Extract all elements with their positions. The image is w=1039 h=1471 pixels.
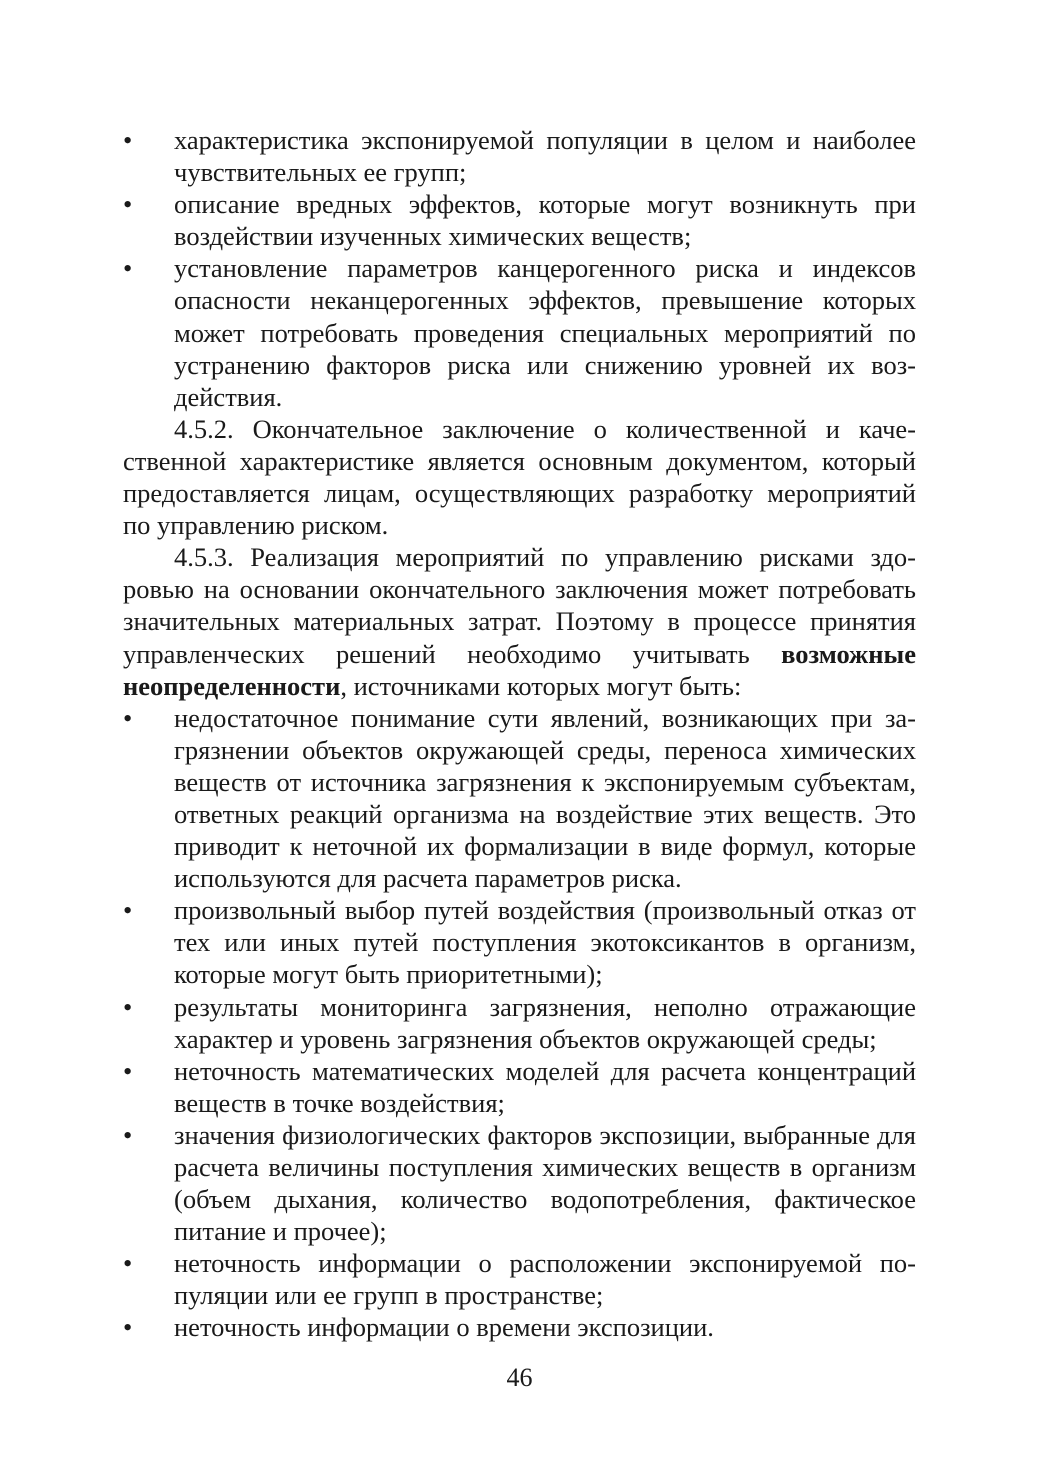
list-item [123, 124, 916, 188]
paragraph-4-5-3 [123, 541, 916, 701]
bullet-marker: • [123, 1248, 133, 1279]
bullet-marker: • [123, 253, 133, 284]
list-item-text: значения физиологических факторов экспозиции, выбранные для расчета величины поступления химических веществ в организм (объем дыхания, количество водопотребления, фактическое питание и прочее); [174, 1119, 916, 1247]
bullet-list-bottom [123, 702, 916, 1344]
list-item-text: установление параметров канцерогенного риска и индексов опасности неканцерогенных эффектов, превышение которых может потребовать проведения специальных мероприятий по устранению факторов риска или снижению уровней их воздействия. [174, 253, 916, 412]
bullet-marker: • [123, 189, 133, 220]
list-item-text: неточность математических моделей для расчета концентраций веществ в точке воздействия; [174, 1055, 916, 1118]
bullet-marker: • [123, 895, 133, 926]
list-item-text: неточность информации о времени экспозиции. [174, 1312, 714, 1343]
page-number: 46 [506, 1363, 533, 1392]
list-item [123, 702, 916, 895]
paragraph-text-end: , источниками которых могут быть: [340, 670, 742, 701]
list-item [123, 894, 916, 990]
bold-term: возможные неопределенности [123, 638, 916, 701]
paragraph-4-5-2: 4.5.2. Окончательное заключение о количественной и качественной характеристике является основным документом, который предоставляется лицам, осуществляющих разработку мероприятий по управлению риском. [123, 413, 916, 541]
list-item-text: характеристика экспонируемой популяции в целом и наиболее чувствительных ее групп; [174, 125, 916, 188]
list-item [123, 188, 916, 252]
bullet-marker: • [123, 125, 133, 155]
bullet-list-top [123, 124, 916, 413]
bullet-marker: • [123, 991, 133, 1022]
list-item-text: произвольный выбор путей воздействия (произвольный отказ от тех или иных путей поступления экотоксикантов в организм, которые могут быть приоритетными); [174, 895, 916, 990]
list-item-text: описание вредных эффектов, которые могут возникнуть при воздействии изученных химических веществ; [174, 189, 916, 252]
list-item [123, 1055, 916, 1119]
list-item-text: недостаточное понимание сути явлений, возникающих при загрязнении объектов окружающей среды, переноса химических веществ от источника загрязнения к экспонируемым субъектам, ответных реакций организма на воздействие этих веществ. Это приводит к неточной их формализации в виде формул, которые используются для расчета параметров риска. [174, 702, 916, 894]
page-body [123, 124, 916, 1344]
list-item [123, 991, 916, 1055]
bullet-marker: • [123, 1119, 133, 1150]
paragraph-text: 4.5.3. Реализация мероприятий по управлению рисками здоровью на основании окончательного заключения может потребовать значительных материальных затрат. Поэтому в процессе принятия управленческих решений необходимо учитывать [123, 542, 916, 669]
bullet-marker: • [123, 702, 133, 733]
bullet-marker: • [123, 1055, 133, 1086]
list-item-text: результаты мониторинга загрязнения, неполно отражающие характер и уровень загрязнения объектов окружающей среды; [174, 991, 916, 1054]
list-item [123, 1119, 916, 1247]
list-item [123, 252, 916, 412]
list-item [123, 1311, 916, 1343]
bullet-marker: • [123, 1312, 133, 1343]
list-item-text: неточность информации о расположении экспонируемой популяции или ее групп в пространстве; [174, 1248, 916, 1311]
list-item [123, 1247, 916, 1311]
